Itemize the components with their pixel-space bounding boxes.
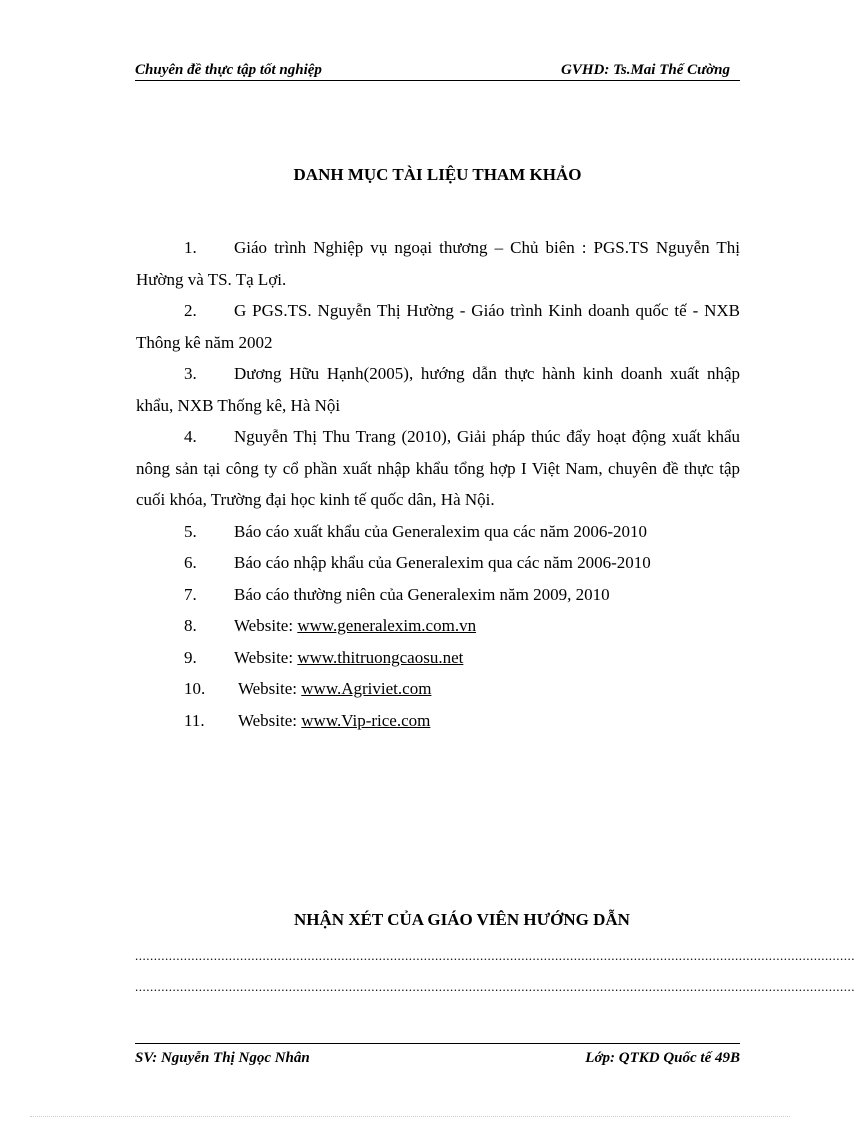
website-label: Website: [234,616,298,635]
page-footer [135,1043,740,1064]
website-link[interactable]: www.Vip-rice.com [301,710,431,730]
reference-number: 11. [184,710,205,730]
reference-list [136,232,740,736]
reference-number: 5. [184,521,197,541]
reference-number: 2. [184,301,197,320]
footer-right-text: Lớp: QTKD Quốc tế 49B [585,1050,740,1066]
website-item [136,673,740,705]
comment-section-title: NHẬN XÉT CỦA GIÁO VIÊN HƯỚNG DẪN [294,910,630,929]
reference-item [136,295,740,358]
reference-number: 7. [184,584,197,604]
reference-number: 6. [184,553,197,572]
reference-item [136,579,740,611]
reference-item [136,516,740,548]
page-header [135,60,740,81]
reference-item [136,232,740,295]
reference-text: Báo cáo thường niên của Generalexim năm 2009, 2010 [234,584,610,604]
reference-text: Báo cáo xuất khẩu của Generalexim qua các năm 2006-2010 [234,521,648,541]
website-label: Website: [234,647,298,667]
reference-item [136,547,740,579]
reference-text: G PGS.TS. Nguyễn Thị Hường - Giáo trình Kinh doanh quốc tế - NXB Thông kê năm 2002 [136,301,740,352]
website-item [136,642,740,674]
reference-item [136,421,740,516]
reference-number: 1. [184,238,197,257]
reference-number: 10. [184,679,206,698]
page-title: DANH MỤC TÀI LIỆU THAM KHẢO [293,165,582,184]
reference-text: Báo cáo nhập khẩu của Generalexim qua các năm 2006-2010 [234,553,651,572]
website-label: Website: [234,710,302,730]
reference-number: 3. [184,364,197,383]
website-link[interactable]: www.thitruongcaosu.net [297,647,464,667]
website-link[interactable]: www.generalexim.com.vn [297,616,477,635]
reference-item [136,358,740,421]
reference-text: Nguyễn Thị Thu Trang (2010), Giải pháp thúc đẩy hoạt động xuất khẩu nông sản tại công ty cổ phần xuất nhập khẩu tổng hợp I Việt Nam, chuyên đề thực tập cuối khóa, Trường đại học kinh tế quốc dân, Hà Nội. [136,427,740,509]
comment-dotted-line: ................................................................................................................................................................................................ [135,979,855,994]
website-item [136,705,740,737]
reference-number: 8. [184,616,197,635]
reference-number: 4. [184,427,197,446]
reference-text: Giáo trình Nghiệp vụ ngoại thương – Chủ biên : PGS.TS Nguyễn Thị Hường và TS. Tạ Lợi. [136,238,740,289]
website-label: Website: [234,679,302,698]
reference-text: Dương Hữu Hạnh(2005), hướng dẫn thực hành kinh doanh xuất nhập khẩu, NXB Thống kê, Hà Nội [136,364,740,415]
website-item [136,610,740,642]
page-bottom-border [30,1116,790,1117]
reference-number: 9. [184,647,197,667]
header-left-text: Chuyên đề thực tập tốt nghiệp [135,62,322,78]
website-link[interactable]: www.Agriviet.com [301,679,432,698]
footer-left-text: SV: Nguyễn Thị Ngọc Nhân [135,1050,310,1066]
comment-dotted-line: ................................................................................................................................................................................................ [135,948,855,963]
header-right-text: GVHD: Ts.Mai Thế Cường [560,62,730,78]
